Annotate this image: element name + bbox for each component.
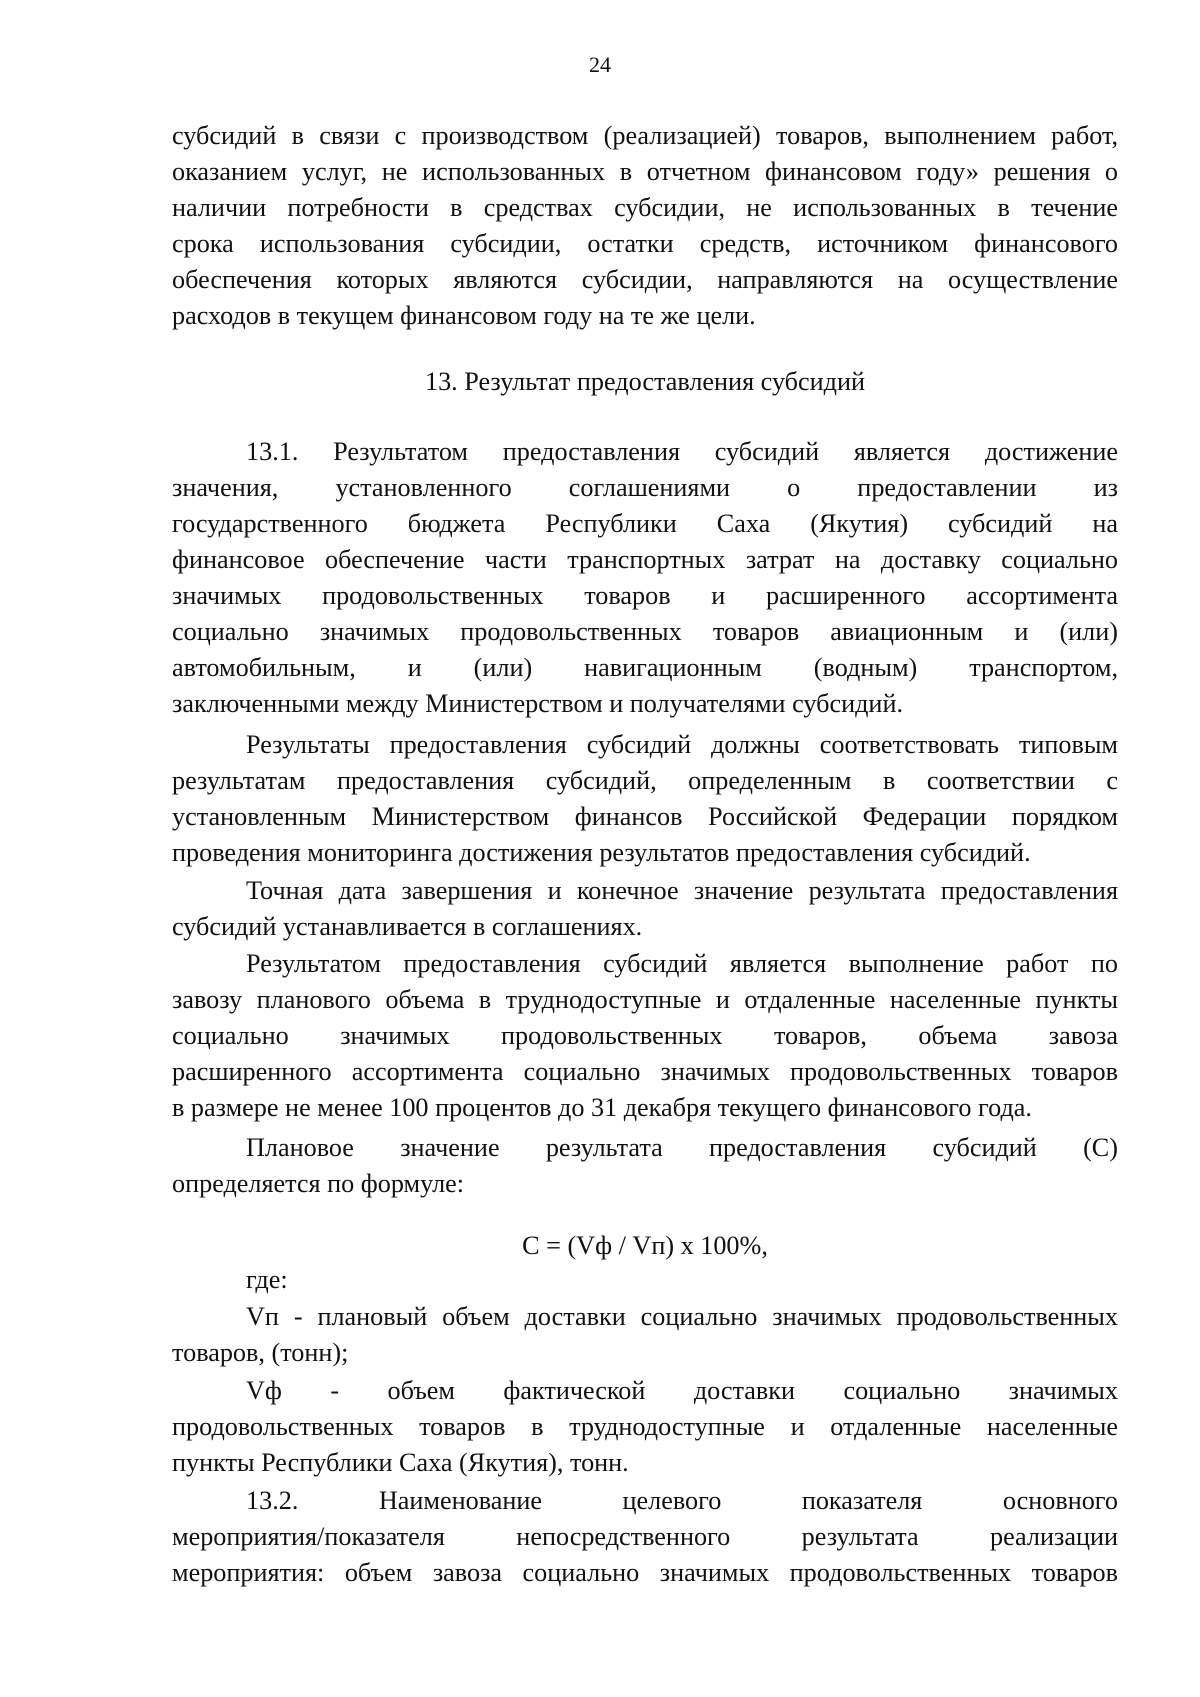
text-line: Результаты предоставления субсидий должны соответствовать типовым	[246, 730, 1118, 759]
text-line: мероприятия/показателя непосредственного результата реализации	[172, 1522, 1118, 1551]
text-line: определяется по формуле:	[172, 1169, 465, 1198]
text-line: значимых продовольственных товаров и расширенного ассортимента	[172, 581, 1118, 610]
text-line: субсидий в связи с производством (реализацией) товаров, выполнением работ,	[172, 121, 1118, 150]
para-plan	[172, 1130, 1118, 1202]
page-number: 24	[589, 52, 611, 77]
text-line: С = (Vф / Vп) х 100%,	[522, 1231, 768, 1260]
text-line: проведения мониторинга достижения результатов предоставления субсидий.	[172, 838, 1031, 867]
para-date	[172, 873, 1118, 945]
section-heading	[172, 364, 1118, 400]
def-vf	[172, 1373, 1118, 1481]
text-line: 13.2. Наименование целевого показателя основного	[246, 1486, 1118, 1515]
para-results	[172, 727, 1118, 871]
text-line: обеспечения которых являются субсидии, направляются на осуществление	[172, 265, 1118, 294]
text-line: продовольственных товаров в труднодоступные и отдаленные населенные	[172, 1412, 1118, 1441]
text-line: расширенного ассортимента социально значимых продовольственных товаров	[172, 1057, 1118, 1086]
text-line: расходов в текущем финансовом году на те же цели.	[172, 301, 756, 330]
text-line: завозу планового объема в труднодоступные и отдаленные населенные пункты	[172, 985, 1118, 1014]
text-line: мероприятия: объем завоза социально значимых продовольственных товаров	[172, 1558, 1118, 1587]
def-vp	[172, 1299, 1118, 1371]
text-line: товаров, (тонн);	[172, 1338, 349, 1367]
text-line: 13. Результат предоставления субсидий	[424, 367, 866, 396]
text-line: наличии потребности в средствах субсидии, не использованных в течение	[172, 193, 1118, 222]
text-line: 13.1. Результатом предоставления субсидий является достижение	[246, 437, 1118, 466]
text-line: установленным Министерством финансов Российской Федерации порядком	[172, 802, 1118, 831]
text-line: Результатом предоставления субсидий является выполнение работ по	[246, 949, 1118, 978]
text-line: Точная дата завершения и конечное значение результата предоставления	[246, 876, 1118, 905]
text-line: где:	[246, 1265, 288, 1294]
text-line: социально значимых продовольственных товаров, объема завоза	[172, 1021, 1118, 1050]
text-line: пункты Республики Саха (Якутия), тонн.	[172, 1448, 629, 1477]
text-line: заключенными между Министерством и получателями субсидий.	[172, 689, 904, 718]
text-line: Vф - объем фактической доставки социально значимых	[246, 1376, 1118, 1405]
text-line: Vп - плановый объем доставки социально значимых продовольственных	[246, 1302, 1118, 1331]
text-line: государственного бюджета Республики Саха (Якутия) субсидий на	[172, 509, 1118, 538]
text-line: финансовое обеспечение части транспортных затрат на доставку социально	[172, 545, 1118, 574]
text-line: срока использования субсидии, остатки средств, источником финансового	[172, 229, 1118, 258]
text-line: Плановое значение результата предоставления субсидий (С)	[246, 1133, 1118, 1162]
text-line: значения, установленного соглашениями о предоставлении из	[172, 473, 1118, 502]
text-line: субсидий устанавливается в соглашениях.	[172, 912, 643, 941]
carryover	[172, 118, 1118, 334]
para-13-1	[172, 434, 1118, 722]
text-line: автомобильным, и (или) навигационным (водным) транспортом,	[172, 653, 1118, 682]
para-works	[172, 946, 1118, 1126]
where	[172, 1262, 1118, 1298]
formula	[172, 1228, 1118, 1264]
text-line: в размере не менее 100 процентов до 31 декабря текущего финансового года.	[172, 1093, 1032, 1122]
text-line: оказанием услуг, не использованных в отчетном финансовом году» решения о	[172, 157, 1118, 186]
para-13-2	[172, 1483, 1118, 1591]
text-line: социально значимых продовольственных товаров авиационным и (или)	[172, 617, 1118, 646]
text-line: результатам предоставления субсидий, определенным в соответствии с	[172, 766, 1118, 795]
